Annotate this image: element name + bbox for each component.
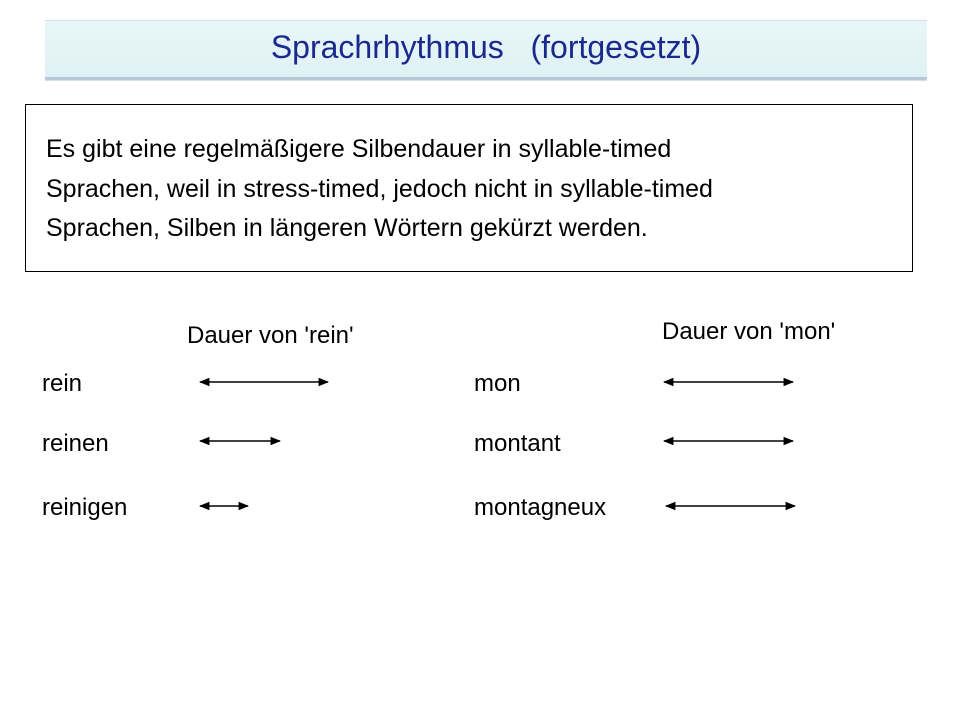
statement-line-1: Es gibt eine regelmäßigere Silbendauer in syllable-timed bbox=[46, 135, 672, 163]
right-column-header: Dauer von 'mon' bbox=[662, 318, 836, 345]
word-montant: montant bbox=[474, 430, 561, 457]
word-mon: mon bbox=[474, 370, 521, 397]
word-reinigen: reinigen bbox=[42, 494, 128, 521]
word-montagneux: montagneux bbox=[474, 494, 607, 521]
word-rein: rein bbox=[42, 370, 83, 397]
word-reinen: reinen bbox=[42, 430, 109, 457]
page-title: Sprachrhythmus (fortgesetzt) bbox=[270, 29, 702, 65]
statement-line-2: Sprachen, weil in stress-timed, jedoch nicht in syllable-timed bbox=[46, 175, 713, 203]
left-column-header: Dauer von 'rein' bbox=[187, 322, 354, 349]
statement-line-3: Sprachen, Silben in längeren Wörtern gekürzt werden. bbox=[46, 214, 648, 242]
